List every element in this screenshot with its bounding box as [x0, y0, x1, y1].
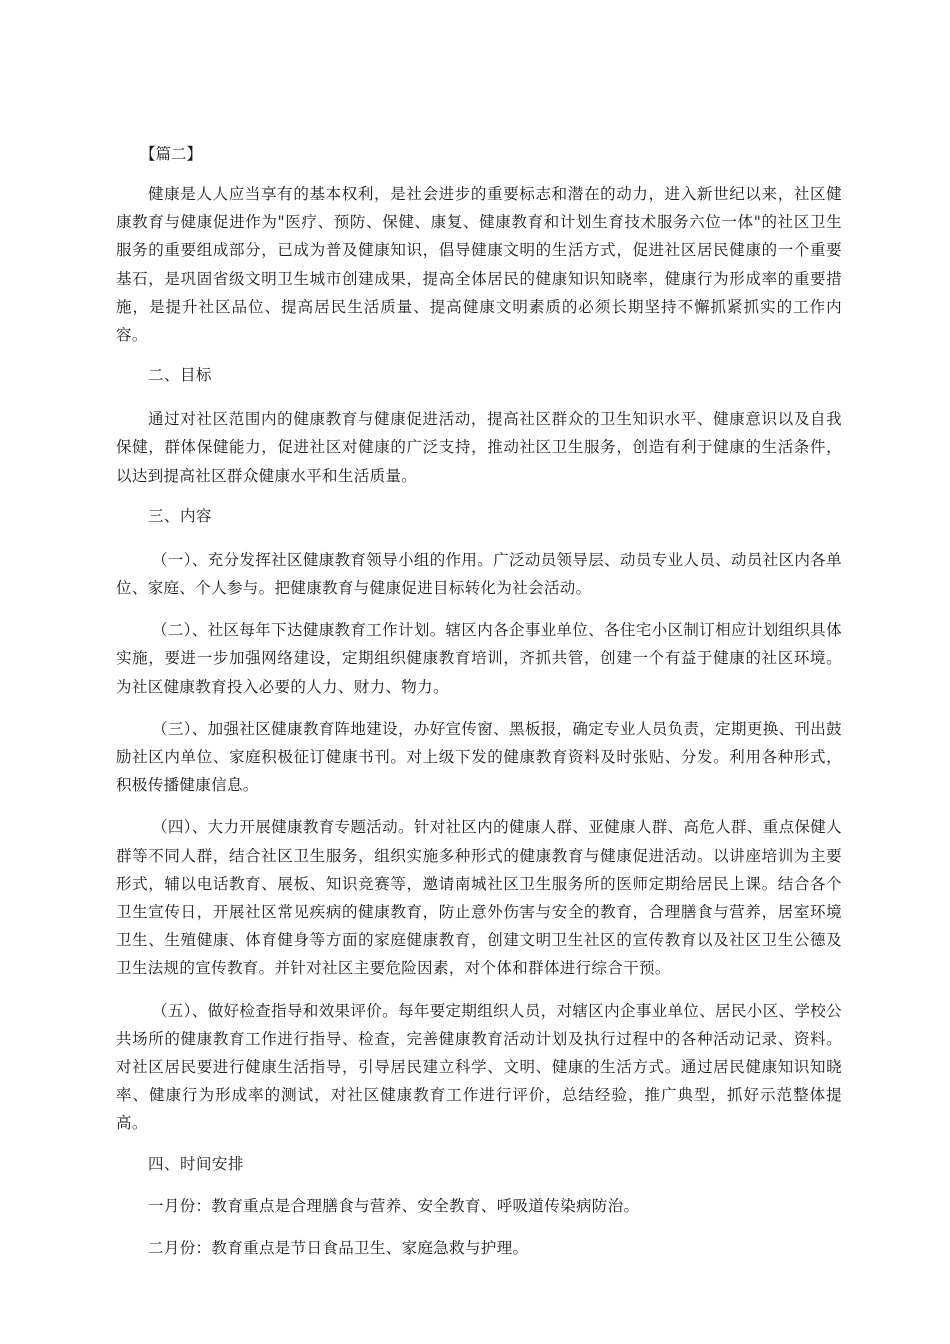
schedule-item-january: 一月份：教育重点是合理膳食与营养、安全教育、呼吸道传染病防治。 [148, 1196, 640, 1215]
section-title-goals: 二、目标 [148, 366, 213, 385]
content-item-5: （五）、做好检查指导和效果评价。每年要定期组织人员，对辖区内企事业单位、居民小区、学校公共场所的健康教育工作进行指导、检查，完善健康教育活动计划及执行过程中的各种活动记录、资料。对社区居民要进行健康生活指导，引导居民建立科学、文明、健康的生活方式。通过居民健康知识知晓率、健康行为形成率的测试，对社区健康教育工作进行评价，总结经验，推广典型，抓好示范整体提高。 [116, 1001, 842, 1133]
content-item-3: （三）、加强社区健康教育阵地建设，办好宣传窗、黑板报，确定专业人员负责，定期更换、刊出鼓励社区内单位、家庭积极征订健康书刊。对上级下发的健康教育资料及时张贴、分发。利用各种形式，积极传播健康信息。 [116, 719, 842, 795]
section-title-content: 三、内容 [148, 506, 213, 525]
section-title-schedule: 四、时间安排 [148, 1154, 245, 1173]
schedule-item-february: 二月份：教育重点是节日食品卫生、家庭急救与护理。 [148, 1238, 529, 1257]
document-page [116, 142, 842, 1278]
intro-paragraph: 健康是人人应当享有的基本权利，是社会进步的重要标志和潜在的动力，进入新世纪以来，社区健康教育与健康促进作为"医疗、预防、保健、康复、健康教育和计划生育技术服务六位一体"的社区卫生服务的重要组成部分，已成为普及健康知识，倡导健康文明的生活方式，促进社区居民健康的一个重要基石，是巩固省级文明卫生城市创建成果，提高全体居民的健康知识知晓率，健康行为形成率的重要措施，是提升社区品位、提高居民生活质量、提高健康文明素质的必须长期坚持不懈抓紧抓实的工作内容。 [116, 185, 842, 345]
part-heading: 【篇二】 [140, 145, 203, 163]
content-item-2: （二）、社区每年下达健康教育工作计划。辖区内各企事业单位、各住宅小区制订相应计划组织具体实施，要进一步加强网络建设，定期组织健康教育培训，齐抓共管，创建一个有益于健康的社区环境。为社区健康教育投入必要的人力、财力、物力。 [116, 621, 842, 696]
content-item-1: （一）、充分发挥社区健康教育领导小组的作用。广泛动员领导层、动员专业人员、动员社区内各单位、家庭、个人参与。把健康教育与健康促进目标转化为社会活动。 [116, 550, 842, 598]
content-item-4: （四）、大力开展健康教育专题活动。针对社区内的健康人群、亚健康人群、高危人群、重点保健人群等不同人群，结合社区卫生服务，组织实施多种形式的健康教育与健康促进活动。以讲座培训为主要形式，辅以电话教育、展板、知识竞赛等，邀请南城社区卫生服务所的医师定期给居民上课。结合各个卫生宣传日，开展社区常见疾病的健康教育，防止意外伤害与安全的教育，合理膳食与营养，居室环境卫生、生殖健康、体育健身等方面的家庭健康教育，创建文明卫生社区的宣传教育以及社区卫生公德及卫生法规的宣传教育。并针对社区主要危险因素，对个体和群体进行综合干预。 [116, 818, 842, 978]
goals-paragraph: 通过对社区范围内的健康教育与健康促进活动，提高社区群众的卫生知识水平、健康意识以及自我保健，群体保健能力，促进社区对健康的广泛支持，推动社区卫生服务，创造有利于健康的生活条件，以达到提高社区群众健康水平和生活质量。 [116, 410, 842, 485]
